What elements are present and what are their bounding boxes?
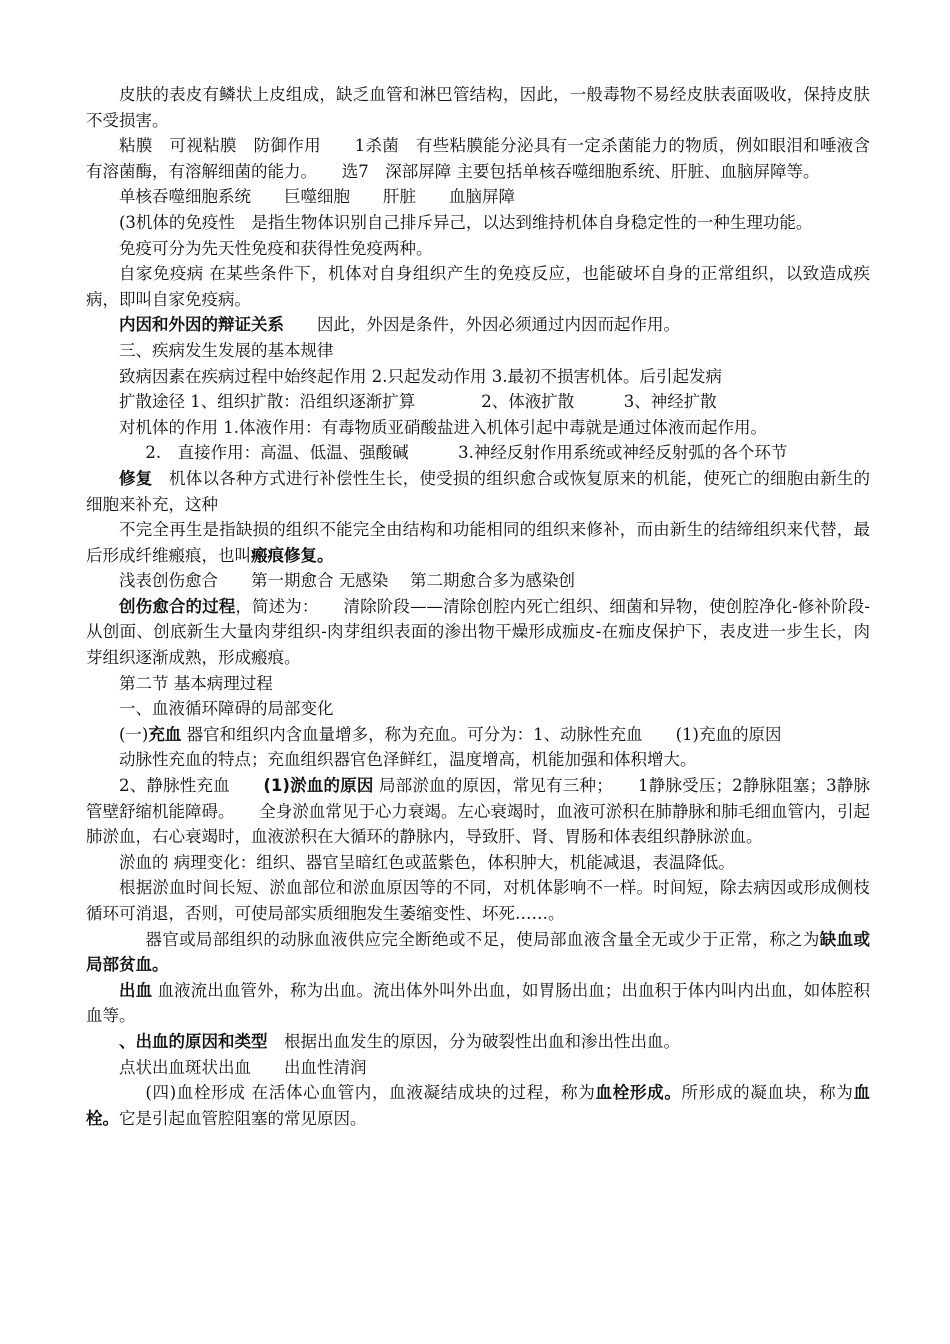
paragraph — [86, 517, 870, 568]
paragraph — [86, 927, 870, 978]
section-heading: 三、疾病发生发展的基本规律 — [119, 340, 334, 360]
bold-term: 缺血或局部贫血。 — [86, 929, 871, 975]
bold-term: 充血 — [148, 724, 182, 744]
paragraph — [86, 773, 870, 850]
paragraph — [86, 978, 870, 1029]
paragraph-text: 器官和组织内含血量增多，称为充血。可分为：1、动脉性充血 (1)充血的原因 — [181, 724, 782, 744]
paragraph-text: 因此，外因是条件，外因必须通过内因而起作用。 — [284, 315, 680, 335]
paragraph: 根据淤血时间长短、淤血部位和淤血原因等的不同，对机体影响不一样。时间短，除去病因或形成侧枝循环可消退，否则，可使局部实质细胞发生萎缩变性、坏死……。 — [86, 878, 870, 923]
paragraph: 对机体的作用 1.体液作用：有毒物质亚硝酸盐进入机体引起中毒就是通过体液而起作用。 — [119, 417, 767, 437]
document-page — [86, 82, 870, 1131]
paragraph — [86, 722, 870, 748]
paragraph: 单核吞噬细胞系统 巨噬细胞 肝脏 血脑屏障 — [119, 187, 515, 207]
paragraph-text: 器官或局部组织的动脉血液供应完全断绝或不足，使局部血液含量全无或少于正常，称之为 — [145, 929, 820, 949]
paragraph-text: 血液流出血管外，称为出血。流出体外叫外出血，如胃肠出血；出血积于体内叫内出血，如体腔积血等。 — [86, 980, 871, 1026]
paragraph: 自家免疫病 在某些条件下，机体对自身组织产生的免疫反应，也能破坏自身的正常组织，以致造成疾病，即叫自家免疫病。 — [86, 264, 870, 309]
paragraph: 粘膜 可视粘膜 防御作用 1杀菌 有些粘膜能分泌具有一定杀菌能力的物质，例如眼泪和唾液含有溶菌酶，有溶解细菌的能力。 选7 深部屏障 主要包括单核吞噬细胞系统、肝脏、血脑屏障等。 — [86, 136, 870, 181]
paragraph-text: 所形成的凝血块，称为 — [681, 1083, 854, 1103]
section-heading: 第二节 基本病理过程 — [119, 673, 273, 693]
paragraph-text: 根据出血发生的原因，分为破裂性出血和渗出性出血。 — [267, 1031, 680, 1051]
paragraph-text: (一) — [119, 724, 149, 744]
paragraph — [86, 1029, 870, 1055]
paragraph-text: ，简述为： 清除阶段——清除创腔内死亡组织、细菌和异物，使创腔净化-修补阶段-从创面、创底新生大量肉芽组织-肉芽组织表面的渗出物干燥形成痂皮-在痂皮保护下，表皮进一步生长，肉芽组织逐渐成熟，形成瘢痕。 — [86, 596, 870, 668]
paragraph: (3机体的免疫性 是指生物体识别自己排斥异己，以达到维持机体自身稳定性的一种生理功能。 — [119, 212, 813, 232]
paragraph-text: 2、静脉性充血 — [119, 776, 264, 796]
paragraph-text: 机体以各种方式进行补偿性生长，使受损的组织愈合或恢复原来的机能，使死亡的细胞由新生的细胞来补充，这种 — [86, 468, 871, 514]
bold-term: 创伤愈合的过程 — [119, 596, 236, 616]
paragraph: 淤血的 病理变化：组织、器官呈暗红色或蓝紫色，体积肿大，机能减退，表温降低。 — [119, 852, 735, 872]
paragraph: 扩散途径 1、组织扩散：沿组织逐渐扩算 2、体液扩散 3、神经扩散 — [119, 392, 717, 412]
bold-term: 血栓。 — [86, 1083, 871, 1128]
bold-term: 、出血的原因和类型 — [119, 1031, 268, 1051]
bold-term: 修复 — [119, 468, 153, 488]
bold-term: 血栓形成。 — [595, 1083, 682, 1103]
paragraph — [86, 1080, 870, 1131]
paragraph-text: 局部淤血的原因，常见有三种； 1静脉受压；2静脉阻塞；3静脉管壁舒缩机能障碍。 全身淤血常见于心力衰竭。左心衰竭时，血液可淤积在肺静脉和肺毛细血管内，引起肺淤血，右心衰竭时，血液淤积在大循环的静脉内，导致肝、肾、胃肠和体表组织静脉淤血。 — [86, 776, 870, 847]
paragraph: 动脉性充血的特点；充血组织器官色泽鲜红，温度增高，机能加强和体积增大。 — [119, 750, 697, 770]
paragraph-text: (四)血栓形成 在活体心血管内，血液凝结成块的过程，称为 — [145, 1083, 596, 1103]
paragraph — [86, 594, 870, 671]
paragraph: 浅表创伤愈合 第一期愈合 无感染 第二期愈合多为感染创 — [119, 571, 575, 591]
bold-term: 内因和外因的辩证关系 — [119, 315, 284, 335]
section-heading: 一、血液循环障碍的局部变化 — [119, 699, 334, 719]
paragraph: 2. 直接作用：高温、低温、强酸碱 3.神经反射作用系统或神经反射弧的各个环节 — [145, 443, 788, 463]
paragraph: 皮肤的表皮有鳞状上皮组成，缺乏血管和淋巴管结构，因此，一般毒物不易经皮肤表面吸收，保持皮肤不受损害。 — [86, 85, 870, 130]
paragraph: 点状出血斑状出血 出血性清润 — [119, 1057, 367, 1077]
paragraph: 免疫可分为先天性免疫和获得性免疫两种。 — [119, 238, 433, 258]
paragraph-text: 它是引起血管腔阻塞的常见原因。 — [119, 1108, 367, 1128]
paragraph — [86, 312, 870, 338]
bold-term: 出血 — [119, 980, 153, 1000]
paragraph-text: 不完全再生是指缺损的组织不能完全由结构和功能相同的组织来修补，而由新生的结缔组织来代替，最后形成纤维瘢痕，也叫 — [86, 520, 870, 565]
paragraph: 致病因素在疾病过程中始终起作用 2.只起发动作用 3.最初不损害机体。后引起发病 — [119, 366, 722, 386]
bold-term: (1)淤血的原因 — [263, 776, 374, 796]
paragraph — [86, 466, 870, 517]
bold-term: 瘢痕修复。 — [251, 545, 334, 565]
